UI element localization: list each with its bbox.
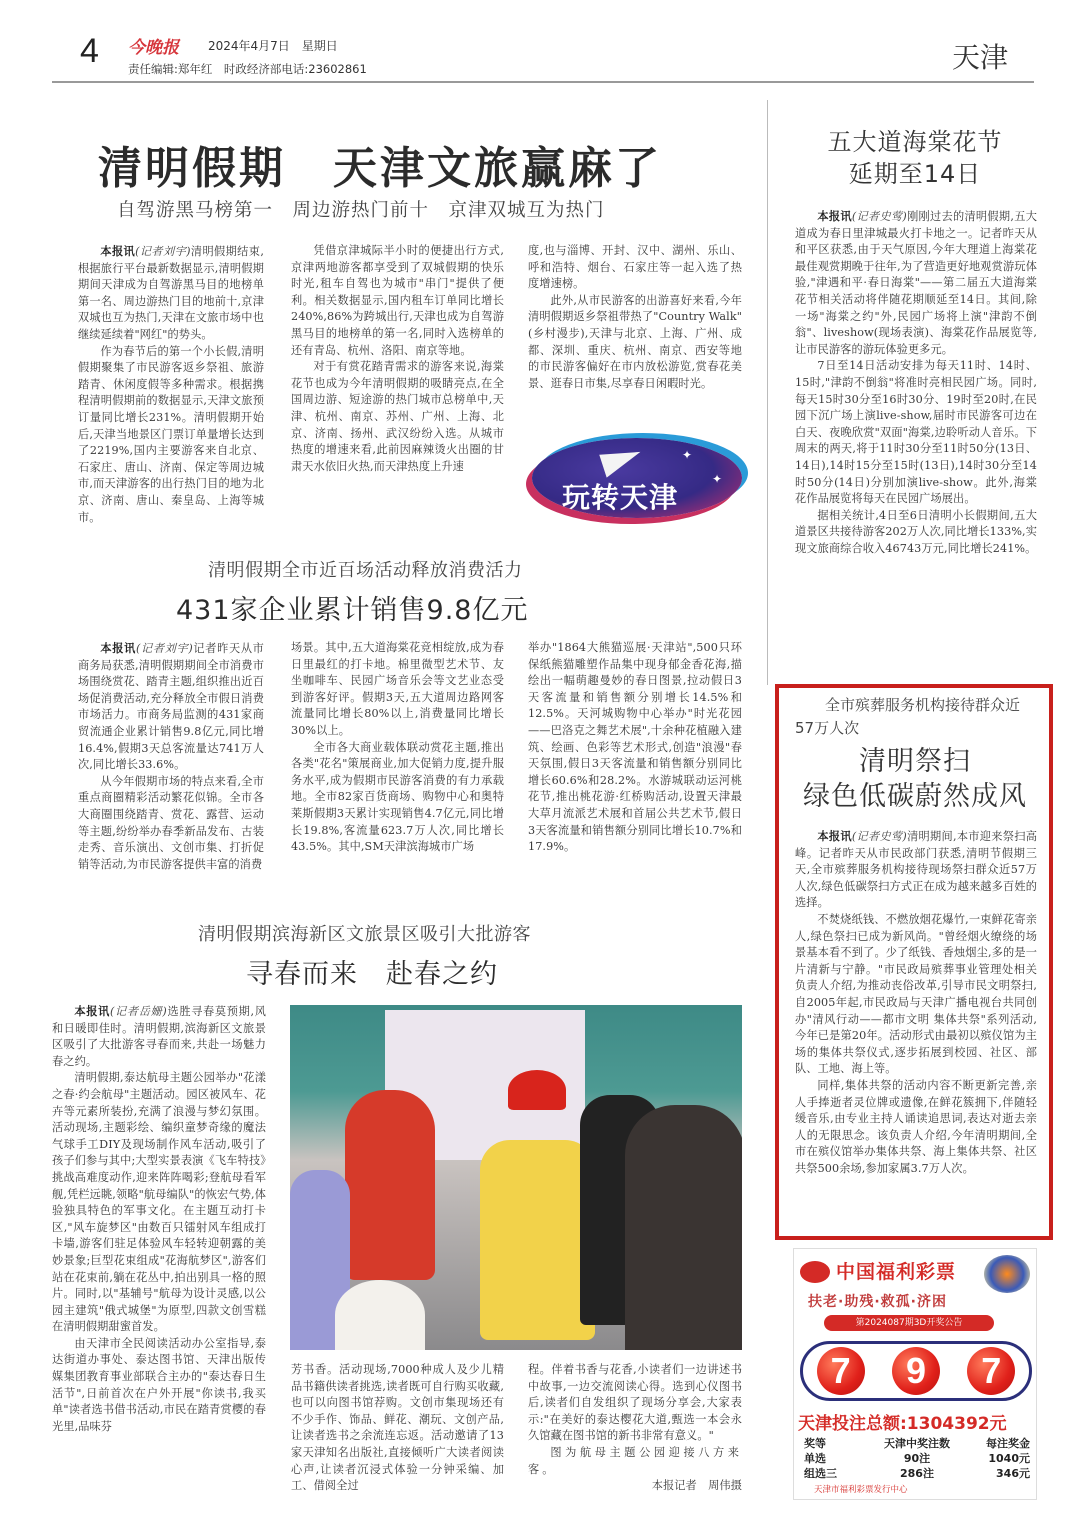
main-article-col2 (291, 243, 504, 475)
prize-table (804, 1435, 1030, 1480)
paragraph: 程。伴着书香与花香,小读者们一边讲述书中故事,一边交流阅读心得。选到心仪图书后,读者们自发组织了现场分享会,大家表示:"在美好的泰达樱花大道,甄选一本会永久馆藏在图书馆的新书非常有意义。" (528, 1363, 742, 1443)
photo-caption: 图为航母主题公园迎接八方来客。 (528, 1445, 742, 1476)
byline: (记者刘宇) (135, 642, 193, 655)
main-headline: 清明假期 天津文旅赢麻了 (98, 143, 662, 194)
photo-credit: 本报记者 周伟摄 (651, 1479, 742, 1493)
paragraph: 场景。其中,五大道海棠花竞相绽放,成为春日里最红的打卡地。棉里微型艺术节、友坐咖啡车、民园广场音乐会等文艺业态受到游客好评。假期3天,五大道周边路网客流量同比增长80%以上,消费量同比增长30%以上。 (291, 641, 504, 737)
consumption-kicker: 清明假期全市近百场活动释放消费活力 (208, 560, 523, 581)
lottery-ball: 9 (892, 1347, 940, 1395)
newspaper-logo: 今晚报 (128, 38, 179, 58)
section-label: 天津 (952, 41, 1009, 74)
paragraph: 凭借京津城际半小时的便捷出行方式,京津两地游客都享受到了双城假期的快乐时光,租车自驾也为城市"串门"提供了便利。相关数据显示,国内租车订单同比增长240%,86%为跨城出行,天津也成为自驾游黑马目的地榜单的第一名,同时入选榜单的还有青岛、杭州、洛阳、南京等地。 (291, 244, 504, 357)
byline: (记者史莺) (851, 830, 907, 843)
consumption-col3 (528, 640, 742, 856)
paragraph: 选胜寻春莫预期,风和日暖即佳时。清明假期,滨海新区文旅景区吸引了大批游客寻春而来,共赴一场魅力春之约。 (52, 1005, 266, 1068)
headline-line: 清明祭扫 (859, 746, 971, 777)
headline-line: 五大道海棠花节 (827, 128, 1003, 156)
paragraph: 7日至14日活动安排为每天11时、14时、15时,"津韵不倒翁"将准时亮相民园广场。同时,每天15时30分至16时30分、19时至20时,在民园下沉广场上演live-show,届时市民游客可边在白天、夜晚欣赏"双面"海棠,边聆听动人音乐。下周末的两天,将于11时30分至11时50分(13日、14日),14时15分至15时(13日),14时30分至14时50分(14日)分别加演live-show。此外,海棠花作品展览将每天在民园广场展出。 (795, 359, 1037, 506)
byline: (记者刘宇) (135, 245, 191, 258)
paper-plane-icon (599, 442, 644, 477)
star-icon: ✦ (682, 448, 693, 462)
lottery-title: 中国福利彩票 (836, 1261, 957, 1283)
paragraph: 此外,从市民游客的出游喜好来看,今年清明假期返乡祭祖带热了"Country Walk"(乡村漫步),天津与北京、上海、广州、成都、深圳、重庆、杭州、南京、西安等地的市民游客偏好在市内放松游览,赏春花美景、逛春日市集,尽享春日闲暇时光。 (528, 293, 742, 390)
main-article-col1 (78, 243, 264, 526)
column-divider (767, 100, 768, 685)
lottery-footer: 天津市福利彩票发行中心 (814, 1485, 908, 1495)
photo-person-cap (625, 1105, 742, 1350)
lottery-ball: 7 (967, 1347, 1015, 1395)
star-icon: ✦ (712, 472, 723, 486)
binhai-col3 (528, 1362, 742, 1495)
main-article-col3 (528, 243, 742, 392)
qingming-headline (790, 744, 1040, 814)
main-subhead: 自驾游黑马榜第一 周边游热门前十 京津双城互为热门 (117, 200, 605, 221)
header-divider (52, 81, 1034, 83)
paragraph: 举办"1864大熊猫巡展·天津站",500只环保纸熊猫雕塑作品集中现身郁金香花海,描绘出一幅萌趣曼妙的春日图景,拉动假日3天客流量和销售额分别增长14.5%和12.5%。天河城购物中心举办"时光花园——巴洛克之舞艺术展",十余种花植融入建筑、绘画、色彩等艺术形式,创造"浪漫"春天氛围,假日3天客流量和销售额分别同比增长60.6%和28.2%。水游城联动运河桃花节,推出桃花游·红桥购活动,设置天津最大草月流派艺术展和首届公共艺术节,假日3天客流量和销售额分别同比增长10.7%和17.9%。 (528, 641, 742, 854)
paragraph: 刚刚过去的清明假期,五大道成为春日里津城最火打卡地之一。记者昨天从和平区获悉,由于天气原因,今年大理道上海棠花最佳观赏期晚于往年,为了营造更好地观赏游玩体验,"津遇和平·春日海棠"——第二届五大道海棠花节相关活动将伴随花期顺延至14日。其间,除一场"海棠之约"外,民园广场将上演"津韵不倒翁"、liveshow(现场表演)、海棠花作品展览等,让市民游客的游玩体验更多元。 (795, 210, 1037, 356)
byline: (记者岳姗) (109, 1005, 167, 1018)
byline: (记者史莺) (851, 210, 907, 223)
photo-person-red-coat (345, 1090, 435, 1280)
lottery-issue: 第2024087期3D开奖公告 (824, 1315, 994, 1331)
promo-badge (532, 438, 742, 518)
badge-label: 玩转天津 (562, 481, 679, 514)
paragraph: 全市各大商业载体联动赏花主题,推出各类"花名"策展商业,加大促销力度,提升服务水平,成为假期市民游客消费的有力承载地。全市82家百货商场、购物中心和奥特莱斯假期3天累计实现销售4.7亿元,同比增长19.8%,客流量623.7万人次,同比增长43.5%。其中,SM天津滨海城市广场 (291, 740, 504, 854)
photo-child-white-hat (335, 1280, 425, 1350)
paragraph: 记者昨天从市商务局获悉,清明假期期间全市消费市场围绕赏花、踏青主题,组织推出近百场促消费活动,充分释放全市假日消费市场活力。市商务局监测的431家商贸流通企业累计销售9.8亿元,同比增16.4%,假期3天总客流量达741万人次,同比增长33.6%。 (78, 642, 264, 772)
paragraph: 不焚烧纸钱、不燃放烟花爆竹,一束鲜花寄亲人,绿色祭扫已成为新风尚。"曾经烟火缭绕的场景基本看不到了。少了纸钱、香烛烟尘,多的是一片清新与宁静。"市民政局殡葬事业管理处相关负责人介绍,为推动丧俗改革,引导市民文明祭扫,自2005年起,市民政局与天津广播电视台共同创办"清风行动——都市文明 集体共祭"系列活动,今年已是第20年。活动形式由最初以殡仪馆为主场的集体共祭仪式,逐步拓展到校园、社区、部队、工地、海上等。 (795, 912, 1037, 1076)
paragraph: 对于有赏花踏青需求的游客来说,海棠花节也成为今年清明假期的吸睛亮点,在全国周边游、短途游的热门城市总榜单中,天津、杭州、南京、苏州、广州、上海、北京、济南、扬州、武汉纷纷入选。从城市热度的增速来看,此前因麻辣烫火出圈的甘肃天水依旧火热,而天津热度上升速 (291, 360, 504, 473)
paragraph: 从今年假期市场的特点来看,全市重点商圈精彩活动繁花似锦。全市各大商圈围绕踏青、赏花、露营、运动等主题,纷纷举办春季新品发布、古装走秀、音乐演出、文创市集、打折促销等活动,为市民游客提供丰富的消费 (78, 774, 264, 871)
paragraph: 清明期间,本市迎来祭扫高峰。记者昨天从市民政部门获悉,清明节假期三天,全市殡葬服务机构接待现场祭扫群众近57万人次,绿色低碳祭扫方式正在成为越来越多百姓的选择。 (795, 830, 1037, 910)
headline-line: 绿色低碳蔚然成风 (803, 781, 1027, 812)
prize-table-row: 组选三 286注 346元 (804, 1467, 1030, 1480)
lead-label: 本报讯 (817, 209, 852, 223)
lead-label: 本报讯 (817, 829, 852, 843)
haitang-headline (790, 126, 1040, 190)
consumption-col2 (291, 640, 504, 856)
lottery-slogan: 扶老·助残·救孤·济困 (808, 1294, 947, 1310)
prize-table-row: 单选 90注 1040元 (804, 1452, 1030, 1465)
winning-numbers (800, 1341, 1032, 1401)
paragraph: 作为春节后的第一个小长假,清明假期聚集了市民游客返乡祭祖、旅游踏青、休闲度假等多种需求。根据携程清明假期前的数据显示,天津文旅预订量同比增长231%。清明假期开始后,天津当地景区门票订单量增长达到了2219%,国内主要游客来自北京、石家庄、唐山、济南、保定等周边城市,而天津游客的出行热门目的地为北京、济南、唐山、秦皇岛、上海等城市。 (78, 344, 264, 524)
lead-label: 本报讯 (74, 1004, 110, 1018)
globe-icon (984, 1255, 1030, 1293)
qingming-kicker: 全市殡葬服务机构接待群众近57万人次 (795, 696, 1021, 737)
photo-red-hat (508, 1070, 566, 1110)
binhai-headline: 寻春而来 赴春之约 (246, 959, 498, 990)
paragraph: 同样,集体共祭的活动内容不断更新完善,亲人手捧逝者灵位牌或遗像,在鲜花簇拥下,伴随轻缓音乐,由专业主持人诵读追思词,表达对逝去亲人的无限思念。该负责人介绍,今年清明期间,全市在殡仪馆举办集体共祭、海上集体共祭、社区共祭500余场,参加家属3.7万人次。 (795, 1078, 1037, 1175)
paragraph: 度,也与淄博、开封、汉中、湖州、乐山、呼和浩特、烟台、石家庄等一起入选了热度增速榜。 (528, 244, 742, 291)
paragraph: 芳书香。活动现场,7000种成人及少儿精品书籍供读者挑选,读者既可自行购买收藏,也可以向图书馆荐购。文创市集现场还有不少手作、饰品、鲜花、潮玩、文创产品,让读者选书之余流连忘返。活动邀请了13家天津知名出版社,直接倾听广大读者阅读心声,让读者沉浸式体验一分钟采编、加工、借阅全过 (291, 1363, 504, 1493)
paragraph: 清明假期结束,根据旅行平台最新数据显示,清明假期期间天津成为自驾游黑马目的地榜单第一名、周边游热门目的地前十,京津双城也互为热门,天津在文旅市场中也继续延续着"网红"的势头。 (78, 245, 264, 341)
binhai-kicker: 清明假期滨海新区文旅景区吸引大批游客 (198, 924, 531, 945)
news-photo-clown-performer (290, 1005, 742, 1350)
lottery-logo-icon (800, 1261, 830, 1283)
binhai-col2 (291, 1362, 504, 1495)
lead-label: 本报讯 (100, 641, 136, 655)
prize-table-header: 奖等 天津中奖注数 每注奖金 (804, 1437, 1030, 1450)
issue-date: 2024年4月7日 星期日 (208, 39, 338, 53)
lottery-total: 天津投注总额:1304392元 (798, 1414, 1007, 1434)
editor-line: 责任编辑:郑年红 时政经济部电话:23602861 (128, 62, 367, 76)
binhai-col1 (52, 1003, 266, 1435)
page-number: 4 (80, 32, 99, 70)
lead-label: 本报讯 (100, 244, 136, 258)
qingming-body (795, 828, 1037, 1177)
paragraph: 清明假期,泰达航母主题公园举办"花漾之春·约会航母"主题活动。园区被风车、花卉等元素所装扮,充满了浪漫与梦幻氛围。活动现场,主题彩绘、编织童梦奇缘的魔法气球手工DIY及现场制作风车活动,吸引了孩子们参与其中;大型实景表演《飞车特技》挑战高难度动作,迎来阵阵喝彩;登航母看军舰,凭栏远眺,领略"航母编队"的恢宏气势,体验独具特色的军事文化。在主题互动打卡区,"风车旋梦区"由数百只镭射风车组成打卡墙,游客们驻足体验风车轻转迎朝露的美妙景象;巨型花束组成"花海航梦区",游客们站在花束前,躺在花丛中,拍出别具一格的照片。同时,以"基辅号"航母为设计灵感,以公园主建筑"俄式城堡"为原型,四款文创雪糕在清明假期甜蜜首发。 (52, 1071, 266, 1334)
consumption-headline: 431家企业累计销售9.8亿元 (176, 595, 529, 626)
welfare-lottery-ad (793, 1248, 1037, 1500)
paragraph: 据相关统计,4日至6日清明小长假期间,五大道景区共接待游客202万人次,同比增长133%,实现文旅商综合收入46743万元,同比增长241%。 (795, 508, 1037, 555)
paragraph: 由天津市全民阅读活动办公室指导,泰达街道办事处、泰达图书馆、天津出版传媒集团教育事业部联合主办的"泰达春日生活节",日前首次在户外开展"你读书,我买单"读者选书借书活动,市民在踏青赏樱的春光里,品味芬 (52, 1336, 266, 1433)
photo-clown-costume (480, 1140, 595, 1340)
consumption-col1 (78, 640, 264, 873)
haitang-body (795, 208, 1037, 557)
lottery-ball: 7 (817, 1347, 865, 1395)
headline-line: 延期至14日 (848, 160, 982, 188)
